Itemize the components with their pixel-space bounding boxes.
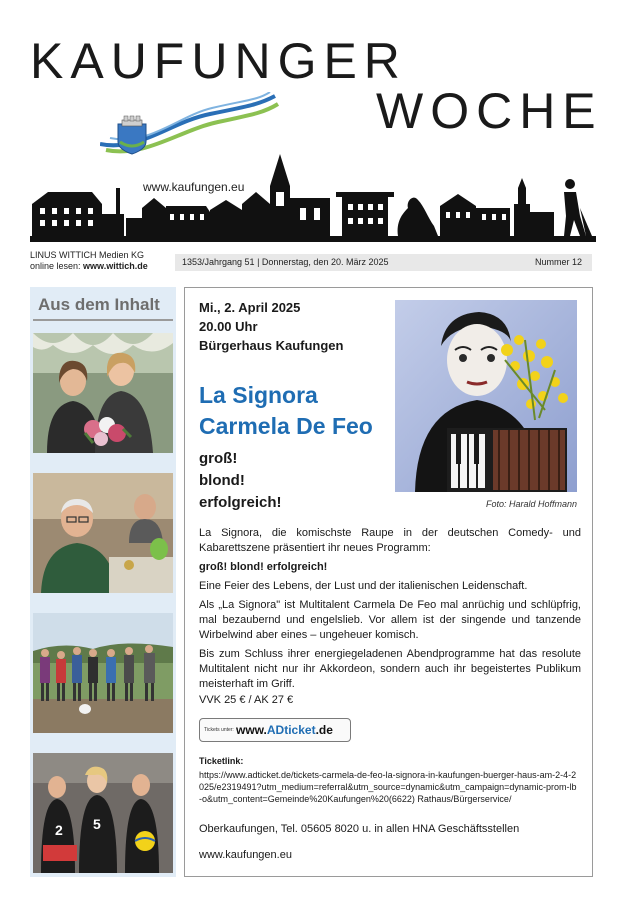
paragraph-description: Als „La Signora" ist Multitalent Carmela De Feo mal anrüchig und schlüpfrig, mal bezaubernd und engelslieb. Vor allem ist der singende und tanzende Wirbelwind aber eines – ungeheuer komisch.	[199, 599, 581, 641]
paragraph-closing: Bis zum Schluss ihrer energiegeladenen Abendprogramme hat das resolute Multitalent nicht nur ihr Akkordeon, sondern auch ihr begeistertes Publikum meisterhaft im Griff.	[199, 648, 581, 690]
svg-text:2: 2	[55, 822, 63, 838]
online-prefix: online lesen:	[30, 261, 84, 271]
publisher-online	[30, 261, 148, 272]
event-headline	[199, 380, 373, 442]
event-article	[184, 287, 593, 877]
event-time: 20.00 Uhr	[199, 319, 258, 334]
publisher-info	[30, 250, 148, 272]
ticket-brand-prefix: www.	[236, 723, 267, 737]
sidebar-photo-hiking-group[interactable]	[33, 613, 173, 733]
ticket-link-label: Ticketlink:	[199, 756, 244, 766]
sidebar-photo-flowers[interactable]	[33, 333, 173, 453]
event-tagline	[199, 448, 282, 514]
headline-line1: La Signora	[199, 382, 318, 408]
paragraph-intro: La Signora, die komischste Raupe in der deutschen Comedy- und Kabarettszene präsentiert ihr neues Programm:	[199, 527, 581, 554]
tagline-1: groß!	[199, 450, 238, 467]
publisher-name: LINUS WITTICH Medien KG	[30, 250, 145, 260]
masthead-title-line1: KAUFUNGER	[30, 33, 407, 89]
article-body	[199, 526, 581, 696]
ticket-badge-small-text: Tickets unter:	[204, 727, 234, 733]
sidebar-photo-seniors[interactable]	[33, 473, 173, 593]
tagline-2: blond!	[199, 472, 245, 489]
masthead-website: www.kaufungen.eu	[143, 180, 245, 194]
photo-credit: Foto: Harald Hoffmann	[485, 499, 577, 509]
article-website-link[interactable]: www.kaufungen.eu	[199, 849, 292, 861]
adticket-badge[interactable]	[199, 718, 351, 742]
online-url-link[interactable]: www.wittich.de	[83, 261, 148, 271]
sidebar-photo-volleyball-team[interactable]	[33, 753, 173, 873]
ticket-brand-suffix: .de	[315, 723, 333, 737]
contents-sidebar	[30, 287, 176, 877]
masthead-title-line2: WOCHE	[376, 83, 603, 139]
paragraph-celebration: Eine Feier des Lebens, der Lust und der italienischen Leidenschaft.	[199, 580, 528, 592]
issue-details: 1353/Jahrgang 51 | Donnerstag, den 20. März 2025	[182, 257, 389, 267]
town-skyline-illustration	[30, 148, 596, 244]
issue-strip	[175, 254, 592, 271]
ticket-price: VVK 25 € / AK 27 €	[199, 694, 294, 706]
event-date: Mi., 2. April 2025	[199, 300, 301, 315]
ticket-brand-main: ADticket	[266, 723, 316, 737]
tagline-3: erfolgreich!	[199, 494, 282, 511]
issue-number: Nummer 12	[534, 257, 582, 267]
ticket-badge-brand	[236, 723, 333, 737]
paragraph-program-title: groß! blond! erfolgreich!	[199, 561, 328, 573]
event-venue: Bürgerhaus Kaufungen	[199, 338, 344, 353]
headline-line2: Carmela De Feo	[199, 413, 373, 439]
ticket-contact: Oberkaufungen, Tel. 05605 8020 u. in allen HNA Geschäftsstellen	[199, 823, 520, 835]
sidebar-divider	[33, 319, 173, 321]
performer-photo	[395, 300, 577, 492]
svg-text:5: 5	[93, 816, 101, 832]
issue-info-bar	[30, 248, 592, 273]
sidebar-title: Aus dem Inhalt	[38, 295, 160, 314]
ticket-link-url[interactable]: https://www.adticket.de/tickets-carmela-de-feo-la-signora-in-kaufungen-buerger-haus-am-2-4-2025/e2319491?utm_medium=referral&utm_source=dynamic&utm_campaign=dynamic-prom-lb-o&utm_content=Gemeinde%20Kaufungen%20(6622) Rathaus/Bürgerservice/	[199, 770, 577, 804]
